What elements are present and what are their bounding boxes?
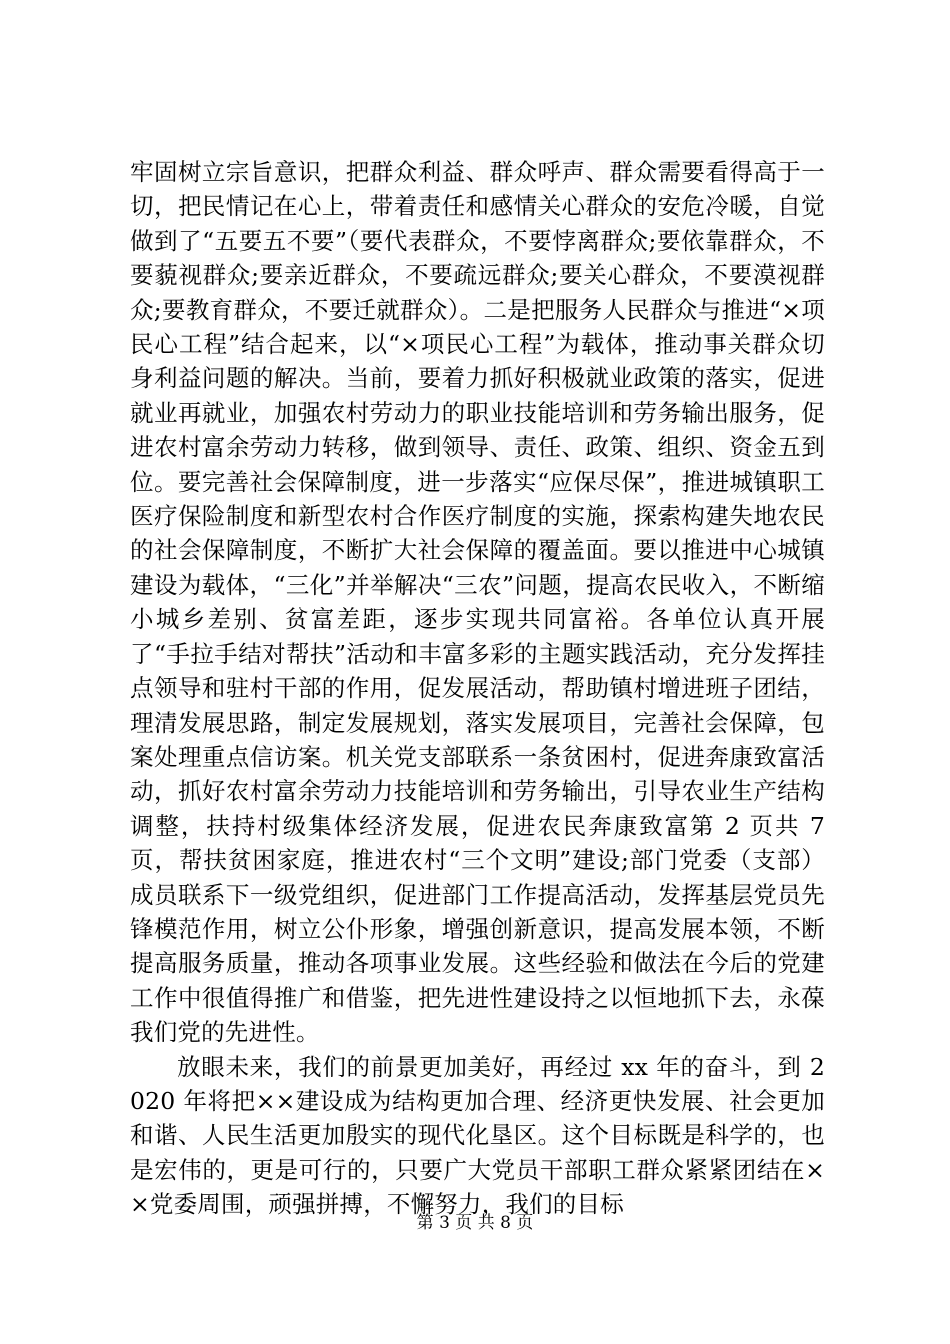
paragraph-2: 放眼未来，我们的前景更加美好，再经过 xx 年的奋斗，到 2020 年将把××建设成为结构更加合理、经济更快发展、社会更加和谐、人民生活更加殷实的现代化垦区。这个目标既是科学的，也是宏伟的，更是可行的，只要广大党员干部职工群众紧紧团结在××党委周围，顽强拼搏，不懈努力，我们的目标 bbox=[130, 1052, 825, 1219]
body-text bbox=[130, 155, 825, 1222]
page-footer: 第 3 页 共 8 页 bbox=[416, 1213, 534, 1233]
paragraph-1: 牢固树立宗旨意识，把群众利益、群众呼声、群众需要看得高于一切，把民情记在心上，带着责任和感情关心群众的安危冷暖，自觉做到了“五要五不要”（要代表群众，不要悖离群众;要依靠群众，不要藐视群众;要亲近群众，不要疏远群众;要关心群众，不要漠视群众;要教育群众，不要迁就群众）。二是把服务人民群众与推进“×项民心工程”结合起来，以“×项民心工程”为载体，推动事关群众切身利益问题的解决。当前，要着力抓好积极就业政策的落实，促进就业再就业，加强农村劳动力的职业技能培训和劳务输出服务，促进农村富余劳动力转移，做到领导、责任、政策、组织、资金五到位。要完善社会保障制度，进一步落实“应保尽保”，推进城镇职工医疗保险制度和新型农村合作医疗制度的实施，探索构建失地农民的社会保障制度，不断扩大社会保障的覆盖面。要以推进中心城镇建设为载体，“三化”并举解决“三农”问题，提高农民收入，不断缩小城乡差别、贫富差距，逐步实现共同富裕。各单位认真开展了“手拉手结对帮扶”活动和丰富多彩的主题实践活动，充分发挥挂点领导和驻村干部的作用，促发展活动，帮助镇村增进班子团结，理清发展思路，制定发展规划，落实发展项目，完善社会保障，包案处理重点信访案。机关党支部联系一条贫困村，促进奔康致富活动，抓好农村富余劳动力技能培训和劳务输出，引导农业生产结构调整，扶持村级集体经济发展，促进农民奔康致富第 2 页共 7 页，帮扶贫困家庭，推进农村“三个文明”建设;部门党委（支部）成员联系下一级党组织，促进部门工作提高活动，发挥基层党员先锋模范作用，树立公仆形象，增强创新意识，提高发展本领，不断提高服务质量，推动各项事业发展。这些经验和做法在今后的党建工作中很值得推广和借鉴，把先进性建设持之以恒地抓下去，永葆我们党的先进性。 bbox=[130, 158, 825, 1047]
